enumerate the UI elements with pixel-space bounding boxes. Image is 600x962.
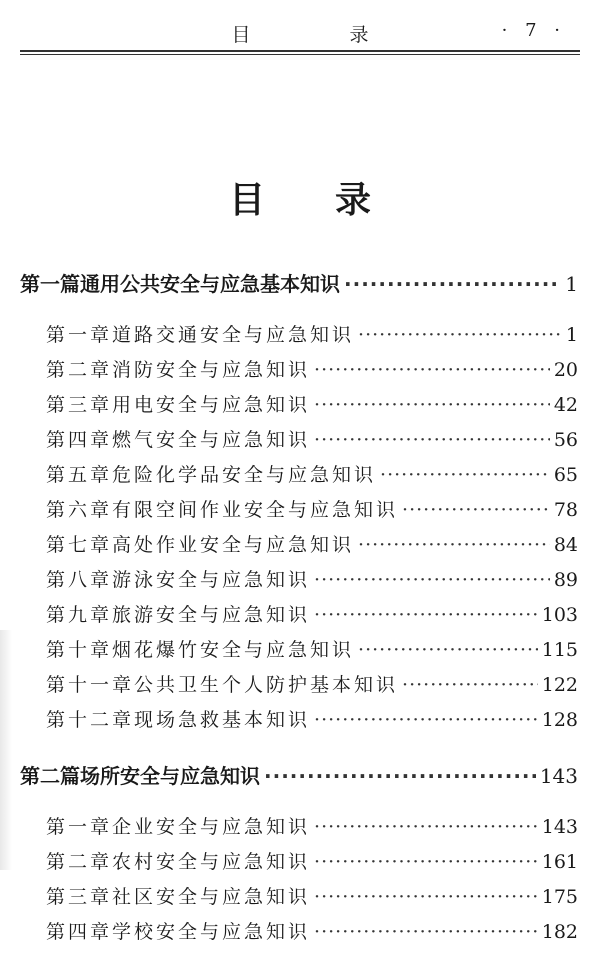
chapter-page: 175 bbox=[541, 886, 578, 908]
part-label: 第一篇 bbox=[20, 272, 80, 296]
header-rule bbox=[20, 50, 580, 52]
chapter-title: 游泳安全与应急知识 bbox=[112, 569, 311, 591]
dot-leader bbox=[314, 429, 550, 451]
chapter-label: 第三章 bbox=[46, 394, 113, 416]
dot-leader bbox=[314, 816, 538, 838]
chapter-title: 用电安全与应急知识 bbox=[112, 394, 311, 416]
toc-chapter[interactable] bbox=[46, 530, 578, 557]
dot-leader bbox=[314, 359, 550, 381]
chapter-page: 65 bbox=[553, 464, 578, 486]
part-label: 第二篇 bbox=[20, 764, 80, 788]
toc-chapter[interactable] bbox=[46, 425, 578, 452]
chapter-title: 烟花爆竹安全与应急知识 bbox=[112, 639, 355, 661]
chapter-title: 危险化学品安全与应急知识 bbox=[112, 464, 377, 486]
chapter-page: 103 bbox=[541, 604, 578, 626]
chapter-title: 农村安全与应急知识 bbox=[112, 851, 311, 873]
toc-chapter[interactable] bbox=[46, 705, 578, 732]
toc-chapter[interactable] bbox=[46, 390, 578, 417]
toc-chapter[interactable] bbox=[46, 355, 578, 382]
chapter-page: 128 bbox=[541, 709, 578, 731]
dot-leader bbox=[314, 394, 550, 416]
chapter-title: 社区安全与应急知识 bbox=[112, 886, 311, 908]
chapter-title: 高处作业安全与应急知识 bbox=[112, 534, 355, 556]
chapter-label: 第一章 bbox=[46, 324, 113, 346]
chapter-label: 第十一章 bbox=[46, 674, 135, 696]
dot-leader bbox=[314, 569, 550, 591]
toc-chapter[interactable] bbox=[46, 882, 578, 909]
chapter-title: 公共卫生个人防护基本知识 bbox=[134, 674, 399, 696]
chapter-title: 燃气安全与应急知识 bbox=[112, 429, 311, 451]
chapter-label: 第十章 bbox=[46, 639, 113, 661]
chapter-page: 20 bbox=[553, 359, 578, 381]
chapter-label: 第八章 bbox=[46, 569, 113, 591]
chapter-title: 学校安全与应急知识 bbox=[112, 921, 311, 943]
chapter-page: 143 bbox=[541, 816, 578, 838]
chapter-label: 第六章 bbox=[46, 499, 113, 521]
chapter-label: 第九章 bbox=[46, 604, 113, 626]
chapter-page: 161 bbox=[541, 851, 578, 873]
chapter-page: 122 bbox=[541, 674, 578, 696]
chapter-label: 第七章 bbox=[46, 534, 113, 556]
dot-leader bbox=[402, 499, 550, 521]
toc-chapter[interactable] bbox=[46, 670, 578, 697]
chapter-label: 第一章 bbox=[46, 816, 113, 838]
chapter-label: 第十二章 bbox=[46, 709, 135, 731]
part-title: 场所安全与应急知识 bbox=[80, 764, 260, 788]
dot-leader bbox=[314, 886, 538, 908]
chapter-label: 第四章 bbox=[46, 921, 113, 943]
dot-leader bbox=[264, 764, 536, 788]
toc-part-1[interactable] bbox=[20, 268, 578, 297]
chapter-title: 有限空间作业安全与应急知识 bbox=[112, 499, 399, 521]
toc-chapter[interactable] bbox=[46, 917, 578, 944]
dot-leader bbox=[358, 639, 538, 661]
toc-chapter[interactable] bbox=[46, 320, 578, 347]
dot-leader bbox=[314, 851, 538, 873]
running-header bbox=[20, 18, 580, 56]
header-rule-thin bbox=[20, 54, 580, 55]
part-page: 1 bbox=[565, 272, 578, 296]
toc-chapter[interactable] bbox=[46, 812, 578, 839]
chapter-label: 第四章 bbox=[46, 429, 113, 451]
chapter-label: 第五章 bbox=[46, 464, 113, 486]
dot-leader bbox=[314, 604, 538, 626]
chapter-title: 企业安全与应急知识 bbox=[112, 816, 311, 838]
chapter-page: 42 bbox=[553, 394, 578, 416]
part-page: 143 bbox=[539, 764, 578, 788]
toc-chapter[interactable] bbox=[46, 847, 578, 874]
chapter-title: 消防安全与应急知识 bbox=[112, 359, 311, 381]
dot-leader bbox=[402, 674, 538, 696]
chapter-title: 旅游安全与应急知识 bbox=[112, 604, 311, 626]
toc-chapter[interactable] bbox=[46, 600, 578, 627]
chapter-label: 第二章 bbox=[46, 851, 113, 873]
header-page-number: · 7 · bbox=[501, 20, 566, 41]
chapter-label: 第二章 bbox=[46, 359, 113, 381]
toc-chapter[interactable] bbox=[46, 565, 578, 592]
chapter-page: 78 bbox=[553, 499, 578, 521]
dot-leader bbox=[358, 324, 562, 346]
part-title: 通用公共安全与应急基本知识 bbox=[80, 272, 340, 296]
chapter-title: 现场急救基本知识 bbox=[134, 709, 311, 731]
chapter-page: 182 bbox=[541, 921, 578, 943]
toc-title: 目录 bbox=[228, 180, 441, 221]
dot-leader bbox=[380, 464, 550, 486]
chapter-page: 89 bbox=[553, 569, 578, 591]
chapter-label: 第三章 bbox=[46, 886, 113, 908]
chapter-page: 84 bbox=[553, 534, 578, 556]
header-title: 目 录 bbox=[231, 24, 409, 46]
toc-chapter[interactable] bbox=[46, 460, 578, 487]
chapter-page: 1 bbox=[565, 324, 578, 346]
dot-leader bbox=[344, 272, 561, 296]
toc-chapter[interactable] bbox=[46, 495, 578, 522]
toc-chapter[interactable] bbox=[46, 635, 578, 662]
dot-leader bbox=[314, 709, 538, 731]
chapter-title: 道路交通安全与应急知识 bbox=[112, 324, 355, 346]
toc-part-2[interactable] bbox=[20, 760, 578, 789]
dot-leader bbox=[314, 921, 538, 943]
chapter-page: 56 bbox=[553, 429, 578, 451]
dot-leader bbox=[358, 534, 550, 556]
chapter-page: 115 bbox=[541, 639, 578, 661]
page-edge-shadow bbox=[0, 630, 12, 870]
